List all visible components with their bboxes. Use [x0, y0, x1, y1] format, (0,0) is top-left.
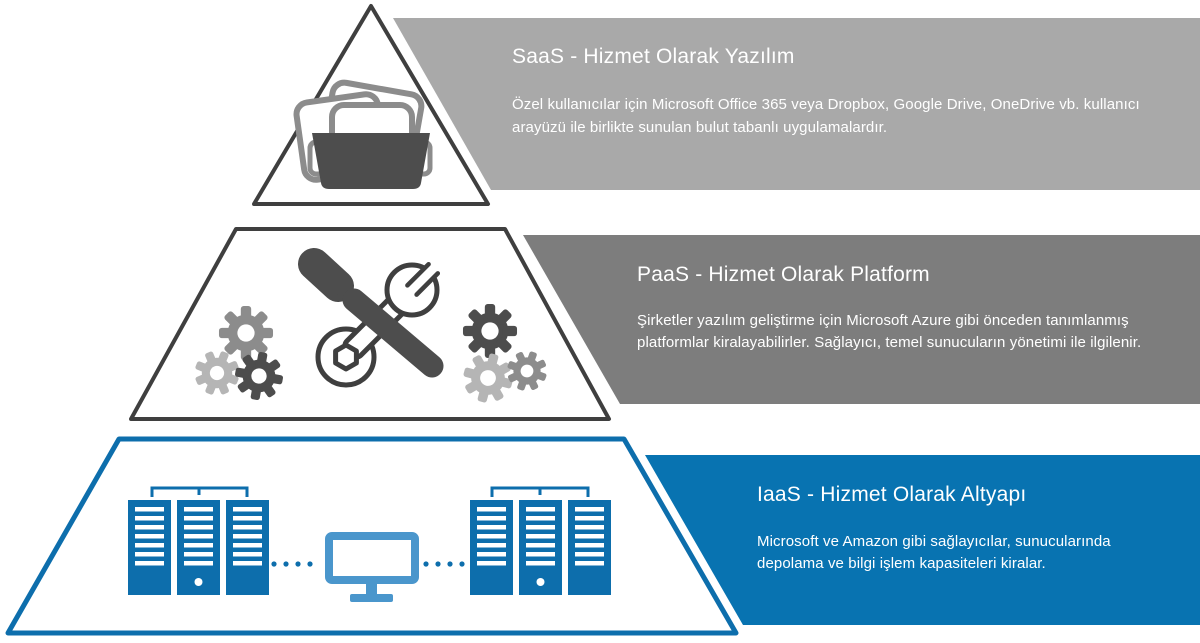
iaas-text-block: [757, 482, 1167, 575]
paas-title: PaaS - Hizmet Olarak Platform: [637, 263, 930, 286]
saas-title: SaaS - Hizmet Olarak Yazılım: [512, 45, 795, 68]
saas-text-block: [512, 44, 1172, 140]
server-rack-left-icon: [128, 488, 269, 595]
paas-text-block: [637, 262, 1152, 354]
iaas-title: IaaS - Hizmet Olarak Altyapı: [757, 483, 1027, 506]
paas-description: Şirketler yazılım geliştirme için Microsoft Azure gibi önceden tanımlanmış platformlar kiralayabilirler. Sağlayıcı, temel sunucuların yönetimi ile ilgilenir.: [637, 312, 1142, 351]
saas-description: Özel kullanıcılar için Microsoft Office 365 veya Dropbox, Google Drive, OneDrive vb. kullanıcı arayüzü ile birlikte sunulan bulut tabanlı uygulamalardır.: [512, 96, 1140, 137]
server-rack-right-icon: [470, 488, 611, 595]
iaas-description: Microsoft ve Amazon gibi sağlayıcılar, sunucularında depolama ve bilgi işlem kapasiteleri kiralar.: [757, 533, 1111, 572]
